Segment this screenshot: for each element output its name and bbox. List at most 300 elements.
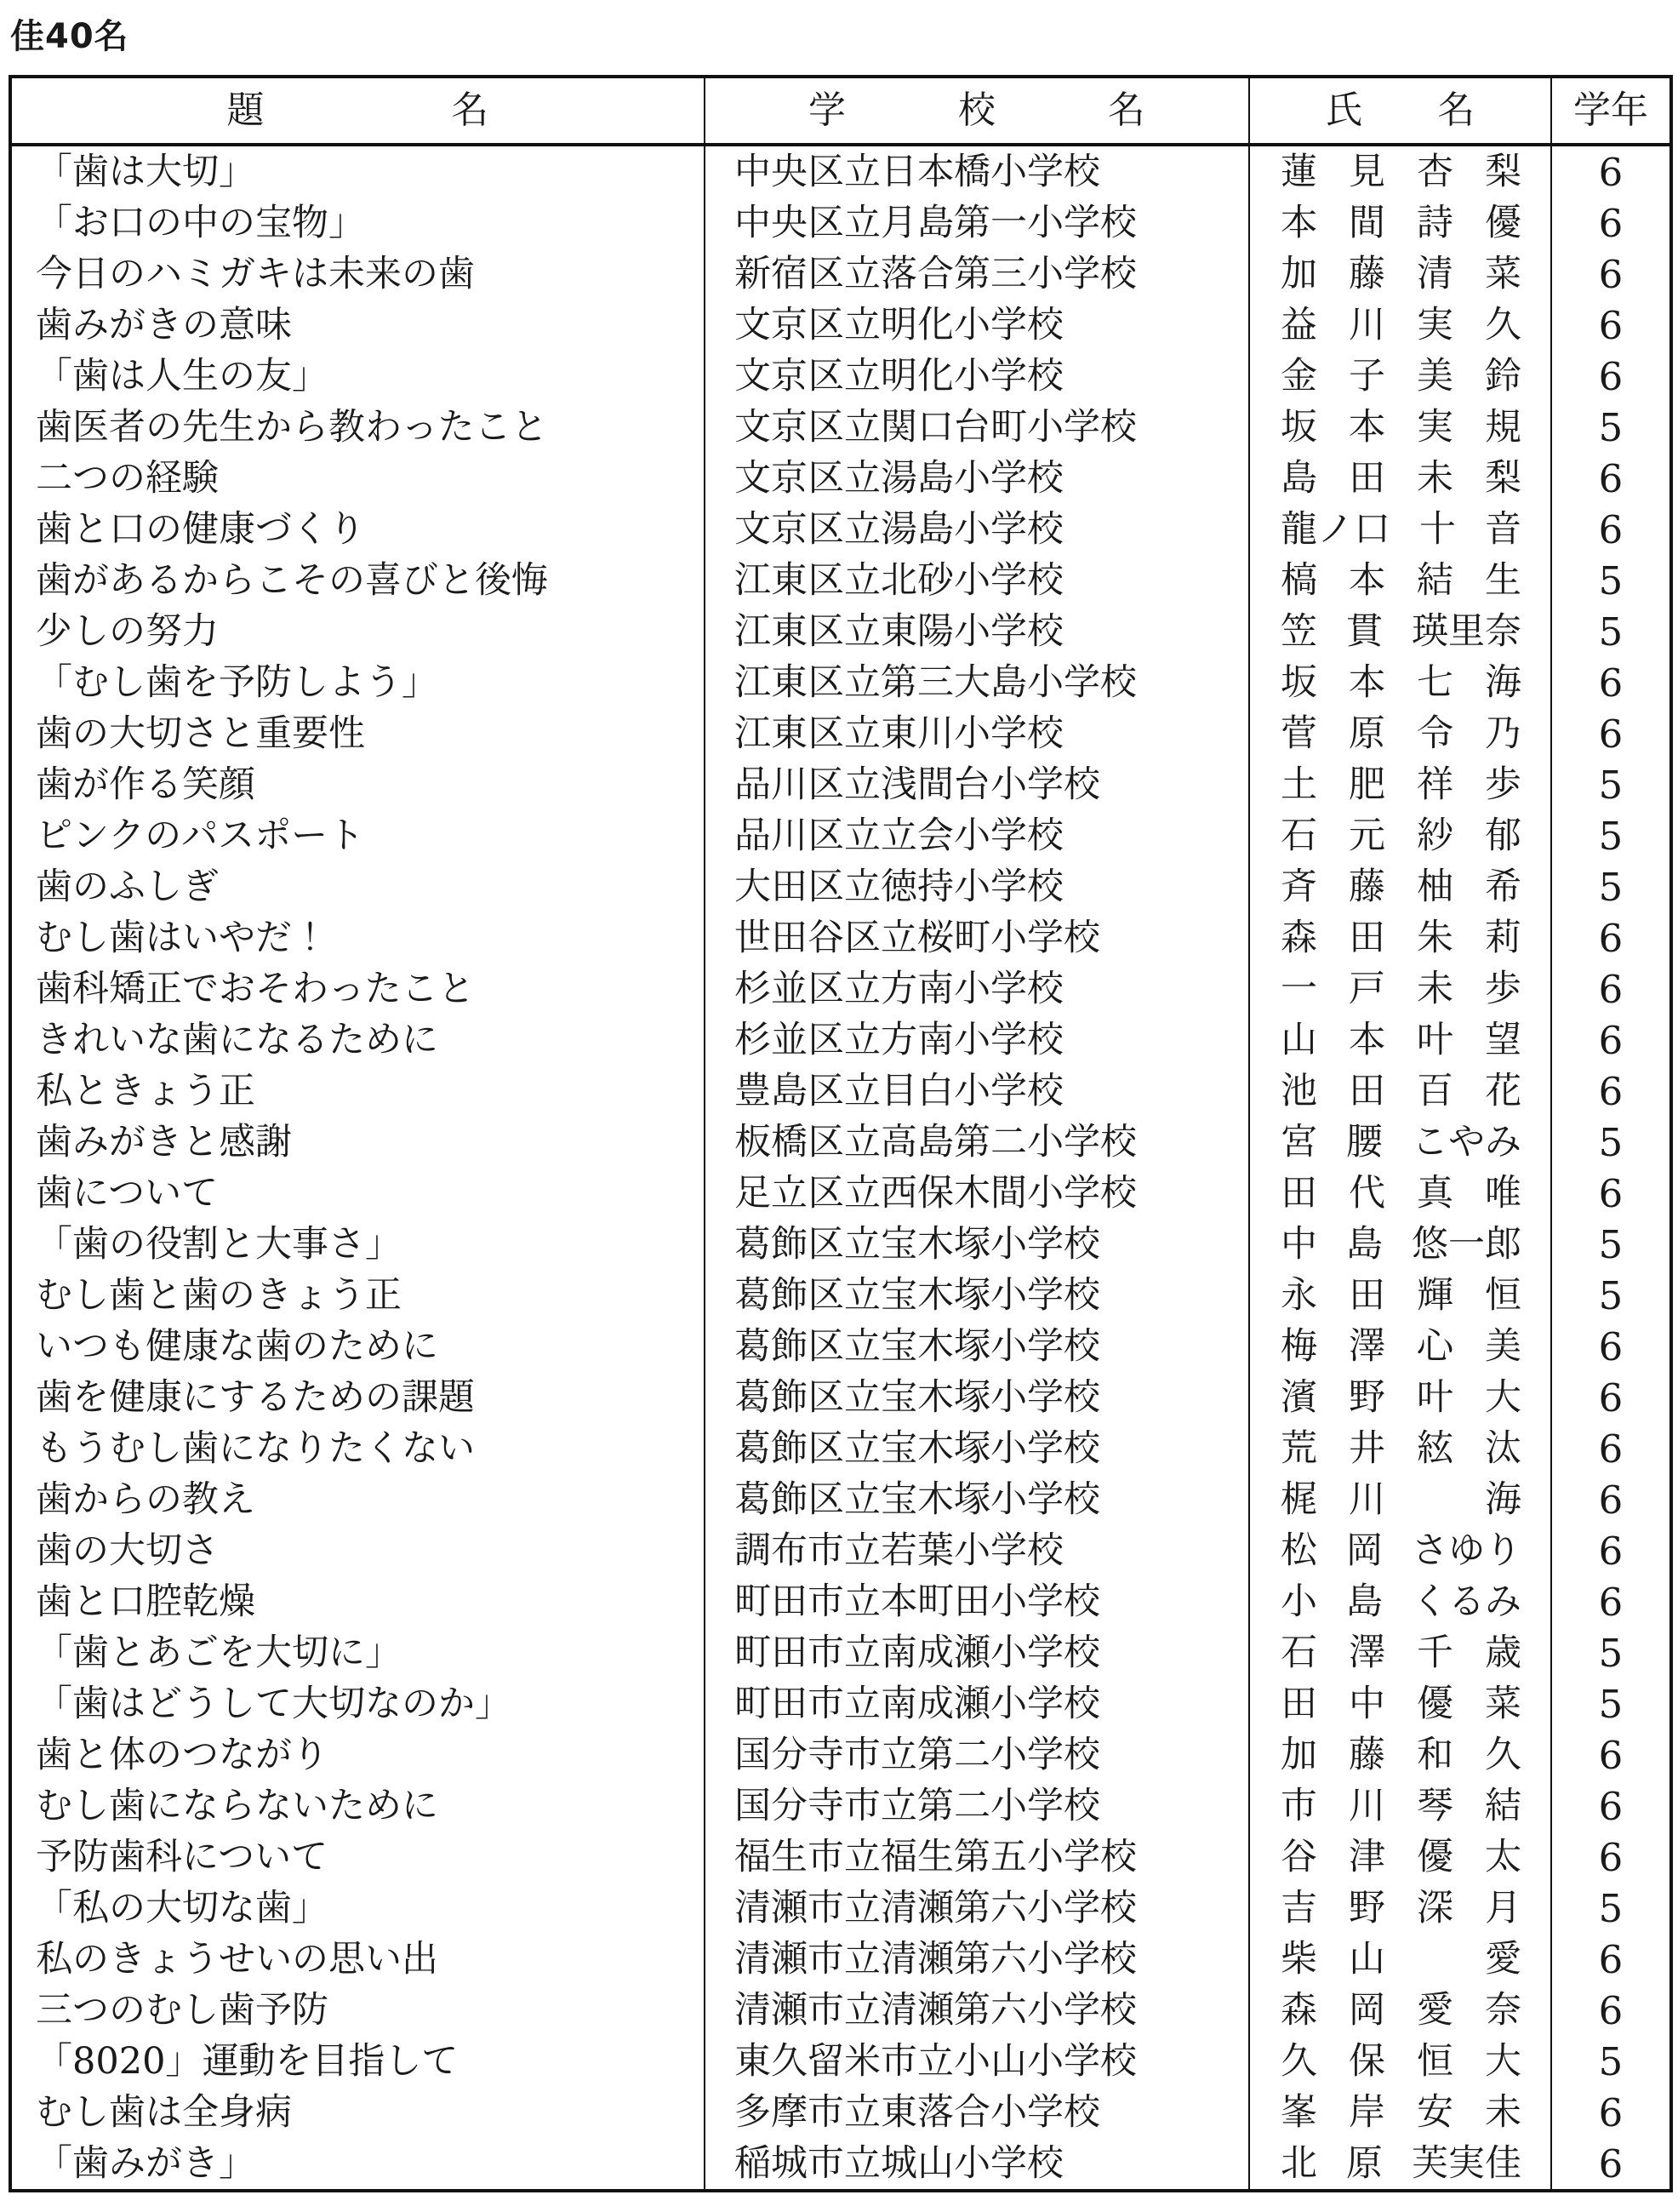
name-part: 大 bbox=[1485, 1375, 1521, 1419]
name-part: 原 bbox=[1349, 712, 1385, 755]
name-part: 梶 bbox=[1281, 1478, 1317, 1521]
name-wrap bbox=[1250, 2039, 1550, 2083]
name-wrap bbox=[1250, 1426, 1550, 1470]
school-cell: 東久留米市立小山小学校 bbox=[705, 2036, 1249, 2087]
table-row bbox=[10, 1576, 1671, 1627]
title-cell: 「むし歯を予防しよう」 bbox=[10, 657, 705, 708]
name-part: 久 bbox=[1485, 1733, 1521, 1776]
name-cell bbox=[1249, 759, 1551, 810]
name-part: 梨 bbox=[1485, 456, 1521, 500]
table-row bbox=[10, 1474, 1671, 1525]
name-part: 絃 bbox=[1417, 1426, 1453, 1470]
name-part: 本 bbox=[1349, 558, 1385, 602]
title-cell: 「8020」運動を目指して bbox=[10, 2036, 705, 2087]
school-cell: 江東区立東川小学校 bbox=[705, 708, 1249, 759]
table-row bbox=[10, 1985, 1671, 2036]
table-row bbox=[10, 453, 1671, 504]
title-cell: ピンクのパスポート bbox=[10, 810, 705, 861]
name-cell bbox=[1249, 1015, 1551, 1066]
table-row bbox=[10, 810, 1671, 861]
grade-cell: 6 bbox=[1551, 708, 1671, 759]
grade-cell: 5 bbox=[1551, 1270, 1671, 1321]
grade-cell: 6 bbox=[1551, 1168, 1671, 1219]
name-part: 岡 bbox=[1346, 1529, 1383, 1572]
name-part: 音 bbox=[1485, 507, 1521, 551]
name-wrap bbox=[1250, 558, 1550, 602]
name-part: 加 bbox=[1281, 252, 1317, 295]
name-wrap bbox=[1250, 1375, 1550, 1419]
name-part: 優 bbox=[1485, 201, 1521, 244]
name-wrap bbox=[1250, 609, 1550, 653]
school-cell: 葛飾区立宝木塚小学校 bbox=[705, 1270, 1249, 1321]
name-part: 令 bbox=[1417, 712, 1453, 755]
name-part: 戸 bbox=[1349, 967, 1385, 1010]
name-part: 中 bbox=[1281, 1222, 1317, 1266]
name-wrap bbox=[1250, 354, 1550, 397]
name-cell bbox=[1249, 1934, 1551, 1985]
title-cell: 二つの経験 bbox=[10, 453, 705, 504]
name-part: 汰 bbox=[1485, 1426, 1521, 1470]
name-part: くるみ bbox=[1412, 1580, 1521, 1623]
name-cell bbox=[1249, 606, 1551, 657]
title-cell: むし歯にならないために bbox=[10, 1780, 705, 1832]
name-part: 郁 bbox=[1485, 814, 1521, 857]
name-part: 島 bbox=[1346, 1580, 1383, 1623]
grade-cell: 6 bbox=[1551, 2138, 1671, 2191]
name-part: 保 bbox=[1349, 2039, 1385, 2083]
grade-cell: 6 bbox=[1551, 1066, 1671, 1117]
table-row bbox=[10, 1372, 1671, 1423]
name-part: 歩 bbox=[1485, 763, 1521, 806]
name-wrap bbox=[1250, 2141, 1550, 2185]
col-header-school: 学 校 名 bbox=[705, 77, 1249, 145]
name-wrap bbox=[1250, 1631, 1550, 1674]
table-row bbox=[10, 1883, 1671, 1934]
name-part: 島 bbox=[1346, 1222, 1383, 1266]
name-wrap bbox=[1250, 1835, 1550, 1878]
school-cell: 葛飾区立宝木塚小学校 bbox=[705, 1423, 1249, 1474]
name-part: 恒 bbox=[1417, 2039, 1453, 2083]
title-cell: 「歯の役割と大事さ」 bbox=[10, 1219, 705, 1270]
title-cell: 予防歯科について bbox=[10, 1832, 705, 1883]
name-wrap bbox=[1250, 1478, 1550, 1521]
school-cell: 町田市立南成瀬小学校 bbox=[705, 1678, 1249, 1729]
name-cell bbox=[1249, 145, 1551, 197]
table-row bbox=[10, 197, 1671, 249]
name-cell bbox=[1249, 1883, 1551, 1934]
name-part: 太 bbox=[1485, 1835, 1521, 1878]
grade-cell: 6 bbox=[1551, 351, 1671, 402]
title-cell: 歯について bbox=[10, 1168, 705, 1219]
name-wrap bbox=[1250, 1886, 1550, 1929]
name-part: 森 bbox=[1281, 1988, 1317, 2032]
name-cell bbox=[1249, 912, 1551, 963]
name-wrap bbox=[1250, 507, 1550, 551]
name-part: 未 bbox=[1417, 456, 1453, 500]
name-wrap bbox=[1250, 1529, 1550, 1572]
title-cell: 歯科矯正でおそわったこと bbox=[10, 963, 705, 1015]
school-cell: 葛飾区立宝木塚小学校 bbox=[705, 1321, 1249, 1372]
name-wrap bbox=[1250, 2090, 1550, 2134]
title-cell: 歯と口の健康づくり bbox=[10, 504, 705, 555]
name-wrap bbox=[1250, 303, 1550, 346]
name-cell bbox=[1249, 1985, 1551, 2036]
name-part: 川 bbox=[1349, 303, 1385, 346]
grade-cell: 5 bbox=[1551, 759, 1671, 810]
name-part: 龍ノ口 bbox=[1281, 507, 1390, 551]
table-row bbox=[10, 249, 1671, 300]
name-wrap bbox=[1250, 660, 1550, 704]
table-row bbox=[10, 912, 1671, 963]
school-cell: 中央区立日本橋小学校 bbox=[705, 145, 1249, 197]
title-cell: きれいな歯になるために bbox=[10, 1015, 705, 1066]
school-cell: 文京区立関口台町小学校 bbox=[705, 402, 1249, 453]
title-cell: 「歯は人生の友」 bbox=[10, 351, 705, 402]
name-cell bbox=[1249, 657, 1551, 708]
header-row bbox=[10, 77, 1671, 145]
name-cell bbox=[1249, 1270, 1551, 1321]
name-cell bbox=[1249, 810, 1551, 861]
name-part: 生 bbox=[1485, 558, 1521, 602]
name-wrap bbox=[1250, 201, 1550, 244]
name-part: 叶 bbox=[1417, 1375, 1453, 1419]
name-part: 田 bbox=[1349, 456, 1385, 500]
results-table bbox=[9, 75, 1673, 2192]
table-row bbox=[10, 1219, 1671, 1270]
grade-cell: 5 bbox=[1551, 1883, 1671, 1934]
name-part: 瑛里奈 bbox=[1412, 609, 1521, 653]
name-cell bbox=[1249, 2138, 1551, 2191]
name-part: 坂 bbox=[1281, 405, 1317, 449]
title-cell: 歯があるからこその喜びと後悔 bbox=[10, 555, 705, 606]
table-row bbox=[10, 1270, 1671, 1321]
table-row bbox=[10, 963, 1671, 1015]
name-wrap bbox=[1250, 1069, 1550, 1112]
name-part: 莉 bbox=[1485, 916, 1521, 959]
school-cell: 豊島区立目白小学校 bbox=[705, 1066, 1249, 1117]
title-cell: 「歯は大切」 bbox=[10, 145, 705, 197]
name-part: 美 bbox=[1417, 354, 1453, 397]
name-part: 石 bbox=[1281, 1631, 1317, 1674]
name-cell bbox=[1249, 1321, 1551, 1372]
table-row bbox=[10, 1678, 1671, 1729]
name-part: 結 bbox=[1485, 1784, 1521, 1827]
name-cell bbox=[1249, 1627, 1551, 1678]
school-cell: 町田市立本町田小学校 bbox=[705, 1576, 1249, 1627]
school-cell: 葛飾区立宝木塚小学校 bbox=[705, 1372, 1249, 1423]
name-part: 詩 bbox=[1417, 201, 1453, 244]
name-part: 笠 bbox=[1281, 609, 1317, 653]
title-cell: 歯が作る笑顔 bbox=[10, 759, 705, 810]
table-row bbox=[10, 2036, 1671, 2087]
school-cell: 清瀬市立清瀬第六小学校 bbox=[705, 1985, 1249, 2036]
name-part: 久 bbox=[1281, 2039, 1317, 2083]
name-part: 貫 bbox=[1346, 609, 1383, 653]
name-part: 田 bbox=[1281, 1171, 1317, 1215]
title-cell: 「お口の中の宝物」 bbox=[10, 197, 705, 249]
name-part: 清 bbox=[1417, 252, 1453, 295]
school-cell: 文京区立明化小学校 bbox=[705, 300, 1249, 351]
grade-cell: 6 bbox=[1551, 1015, 1671, 1066]
title-cell: 歯みがきの意味 bbox=[10, 300, 705, 351]
grade-cell: 6 bbox=[1551, 453, 1671, 504]
title-cell: 私のきょうせいの思い出 bbox=[10, 1934, 705, 1985]
school-cell: 清瀬市立清瀬第六小学校 bbox=[705, 1934, 1249, 1985]
title-cell: むし歯は全身病 bbox=[10, 2087, 705, 2138]
name-part: 恒 bbox=[1485, 1273, 1521, 1317]
name-part bbox=[1417, 1482, 1453, 1518]
name-part: 柚 bbox=[1417, 865, 1453, 908]
name-part: 本 bbox=[1349, 1018, 1385, 1061]
name-part: 永 bbox=[1281, 1273, 1317, 1317]
name-part: 深 bbox=[1417, 1886, 1453, 1929]
table-row bbox=[10, 759, 1671, 810]
table-row bbox=[10, 1627, 1671, 1678]
name-part: 望 bbox=[1485, 1018, 1521, 1061]
name-wrap bbox=[1250, 967, 1550, 1010]
name-part: 藤 bbox=[1349, 865, 1385, 908]
name-part: 松 bbox=[1281, 1529, 1317, 1572]
table-body bbox=[10, 145, 1671, 2191]
name-cell bbox=[1249, 504, 1551, 555]
title-cell: 今日のハミガキは未来の歯 bbox=[10, 249, 705, 300]
name-part: 代 bbox=[1349, 1171, 1385, 1215]
title-cell: 三つのむし歯予防 bbox=[10, 1985, 705, 2036]
name-cell bbox=[1249, 1832, 1551, 1883]
table-row bbox=[10, 708, 1671, 759]
grade-cell: 6 bbox=[1551, 504, 1671, 555]
name-wrap bbox=[1250, 456, 1550, 500]
name-cell bbox=[1249, 402, 1551, 453]
title-cell: 「歯とあごを大切に」 bbox=[10, 1627, 705, 1678]
table-row bbox=[10, 1525, 1671, 1576]
title-cell: 歯と口腔乾燥 bbox=[10, 1576, 705, 1627]
name-part: 斉 bbox=[1281, 865, 1317, 908]
name-part: 月 bbox=[1485, 1886, 1521, 1929]
grade-cell: 5 bbox=[1551, 606, 1671, 657]
name-part: 吉 bbox=[1281, 1886, 1317, 1929]
grade-cell: 6 bbox=[1551, 1780, 1671, 1832]
name-part: 池 bbox=[1281, 1069, 1317, 1112]
name-part: さゆり bbox=[1412, 1529, 1521, 1572]
name-part: 十 bbox=[1419, 507, 1456, 551]
name-part: 本 bbox=[1349, 660, 1385, 704]
name-wrap bbox=[1250, 405, 1550, 449]
name-part: 海 bbox=[1485, 660, 1521, 704]
name-wrap bbox=[1250, 1018, 1550, 1061]
name-cell bbox=[1249, 1474, 1551, 1525]
table-row bbox=[10, 1729, 1671, 1780]
name-part: 濱 bbox=[1281, 1375, 1317, 1419]
grade-cell: 6 bbox=[1551, 657, 1671, 708]
grade-cell: 6 bbox=[1551, 1576, 1671, 1627]
col-header-title: 題 名 bbox=[10, 77, 705, 145]
name-part: 田 bbox=[1349, 1273, 1385, 1317]
grade-cell: 6 bbox=[1551, 1423, 1671, 1474]
table-row bbox=[10, 555, 1671, 606]
name-part: 野 bbox=[1349, 1375, 1385, 1419]
title-cell: 歯からの教え bbox=[10, 1474, 705, 1525]
title-cell: 「私の大切な歯」 bbox=[10, 1883, 705, 1934]
name-part: 歩 bbox=[1485, 967, 1521, 1010]
name-part: 愛 bbox=[1485, 1937, 1521, 1981]
name-part: 朱 bbox=[1417, 916, 1453, 959]
name-part: 祥 bbox=[1417, 763, 1453, 806]
name-part: 澤 bbox=[1349, 1324, 1385, 1368]
name-part: 荒 bbox=[1281, 1426, 1317, 1470]
table-row bbox=[10, 300, 1671, 351]
name-wrap bbox=[1250, 763, 1550, 806]
school-cell: 調布市立若葉小学校 bbox=[705, 1525, 1249, 1576]
name-part: 田 bbox=[1349, 916, 1385, 959]
name-part: 希 bbox=[1485, 865, 1521, 908]
title-cell: 歯と体のつながり bbox=[10, 1729, 705, 1780]
school-cell: 板橋区立高島第二小学校 bbox=[705, 1117, 1249, 1168]
table-row bbox=[10, 504, 1671, 555]
name-part: 優 bbox=[1417, 1682, 1453, 1725]
title-cell: 歯を健康にするための課題 bbox=[10, 1372, 705, 1423]
name-part: 田 bbox=[1281, 1682, 1317, 1725]
name-cell bbox=[1249, 1678, 1551, 1729]
name-wrap bbox=[1250, 1273, 1550, 1317]
name-part: 輝 bbox=[1417, 1273, 1453, 1317]
name-part: 石 bbox=[1281, 814, 1317, 857]
grade-cell: 6 bbox=[1551, 1934, 1671, 1985]
name-part: 田 bbox=[1349, 1069, 1385, 1112]
school-cell: 文京区立湯島小学校 bbox=[705, 453, 1249, 504]
name-cell bbox=[1249, 708, 1551, 759]
name-wrap bbox=[1250, 865, 1550, 908]
name-part: 芙実佳 bbox=[1412, 2141, 1521, 2185]
grade-cell: 6 bbox=[1551, 1985, 1671, 2036]
table-row bbox=[10, 861, 1671, 912]
name-part: 百 bbox=[1417, 1069, 1453, 1112]
name-part: 愛 bbox=[1417, 1988, 1453, 2032]
name-cell bbox=[1249, 300, 1551, 351]
name-part: 和 bbox=[1417, 1733, 1453, 1776]
school-cell: 清瀬市立清瀬第六小学校 bbox=[705, 1883, 1249, 1934]
name-part: 腰 bbox=[1346, 1120, 1383, 1163]
name-cell bbox=[1249, 1525, 1551, 1576]
name-part: 結 bbox=[1417, 558, 1453, 602]
school-cell: 江東区立第三大島小学校 bbox=[705, 657, 1249, 708]
school-cell: 品川区立浅間台小学校 bbox=[705, 759, 1249, 810]
school-cell: 福生市立福生第五小学校 bbox=[705, 1832, 1249, 1883]
name-wrap bbox=[1250, 1988, 1550, 2032]
school-cell: 杉並区立方南小学校 bbox=[705, 1015, 1249, 1066]
name-part: 金 bbox=[1281, 354, 1317, 397]
name-cell bbox=[1249, 249, 1551, 300]
name-cell bbox=[1249, 861, 1551, 912]
name-part: 藤 bbox=[1349, 1733, 1385, 1776]
name-wrap bbox=[1250, 1324, 1550, 1368]
name-part: 市 bbox=[1281, 1784, 1317, 1827]
grade-cell: 6 bbox=[1551, 2087, 1671, 2138]
col-header-name: 氏 名 bbox=[1249, 77, 1551, 145]
name-part: 岸 bbox=[1349, 2090, 1385, 2134]
name-part: 川 bbox=[1349, 1478, 1385, 1521]
name-wrap bbox=[1250, 1222, 1550, 1266]
name-part: 山 bbox=[1281, 1018, 1317, 1061]
page-title: 佳40名 bbox=[10, 17, 129, 56]
title-cell: 歯のふしぎ bbox=[10, 861, 705, 912]
name-part: 加 bbox=[1281, 1733, 1317, 1776]
name-cell bbox=[1249, 1729, 1551, 1780]
name-wrap bbox=[1250, 1580, 1550, 1623]
school-cell: 杉並区立方南小学校 bbox=[705, 963, 1249, 1015]
name-cell bbox=[1249, 1372, 1551, 1423]
name-part: 中 bbox=[1349, 1682, 1385, 1725]
school-cell: 足立区立西保木間小学校 bbox=[705, 1168, 1249, 1219]
name-part: 井 bbox=[1349, 1426, 1385, 1470]
name-part: 悠一郎 bbox=[1412, 1222, 1521, 1266]
name-part: 間 bbox=[1349, 201, 1385, 244]
name-cell bbox=[1249, 453, 1551, 504]
school-cell: 大田区立徳持小学校 bbox=[705, 861, 1249, 912]
grade-cell: 5 bbox=[1551, 861, 1671, 912]
school-cell: 葛飾区立宝木塚小学校 bbox=[705, 1219, 1249, 1270]
name-part: 梨 bbox=[1485, 150, 1521, 193]
grade-cell: 6 bbox=[1551, 1832, 1671, 1883]
title-cell: もうむし歯になりたくない bbox=[10, 1423, 705, 1474]
name-part: 海 bbox=[1485, 1478, 1521, 1521]
name-cell bbox=[1249, 1423, 1551, 1474]
name-part: 大 bbox=[1485, 2039, 1521, 2083]
name-wrap bbox=[1250, 916, 1550, 959]
name-cell bbox=[1249, 1576, 1551, 1627]
name-cell bbox=[1249, 555, 1551, 606]
name-part: 宮 bbox=[1281, 1120, 1317, 1163]
table-row bbox=[10, 1780, 1671, 1832]
name-part: 実 bbox=[1417, 303, 1453, 346]
grade-cell: 6 bbox=[1551, 145, 1671, 197]
name-part: 谷 bbox=[1281, 1835, 1317, 1878]
name-cell bbox=[1249, 1117, 1551, 1168]
name-part: 乃 bbox=[1485, 712, 1521, 755]
name-cell bbox=[1249, 963, 1551, 1015]
name-part: 峯 bbox=[1281, 2090, 1317, 2134]
school-cell: 町田市立南成瀬小学校 bbox=[705, 1627, 1249, 1678]
school-cell: 江東区立東陽小学校 bbox=[705, 606, 1249, 657]
school-cell: 国分寺市立第二小学校 bbox=[705, 1729, 1249, 1780]
school-cell: 江東区立北砂小学校 bbox=[705, 555, 1249, 606]
grade-cell: 5 bbox=[1551, 1627, 1671, 1678]
name-part: 槁 bbox=[1281, 558, 1317, 602]
table-row bbox=[10, 606, 1671, 657]
grade-cell: 6 bbox=[1551, 963, 1671, 1015]
name-part: 菜 bbox=[1485, 252, 1521, 295]
name-part: 柴 bbox=[1281, 1937, 1317, 1981]
name-part: 久 bbox=[1485, 303, 1521, 346]
school-cell: 国分寺市立第二小学校 bbox=[705, 1780, 1249, 1832]
name-part: 野 bbox=[1349, 1886, 1385, 1929]
name-cell bbox=[1249, 197, 1551, 249]
grade-cell: 6 bbox=[1551, 1321, 1671, 1372]
table-row bbox=[10, 1321, 1671, 1372]
table-row bbox=[10, 1832, 1671, 1883]
grade-cell: 5 bbox=[1551, 810, 1671, 861]
grade-cell: 5 bbox=[1551, 1678, 1671, 1729]
name-part: 川 bbox=[1349, 1784, 1385, 1827]
title-cell: 歯の大切さ bbox=[10, 1525, 705, 1576]
name-part: 一 bbox=[1281, 967, 1317, 1010]
table-row bbox=[10, 1423, 1671, 1474]
school-cell: 新宿区立落合第三小学校 bbox=[705, 249, 1249, 300]
name-part: 未 bbox=[1485, 2090, 1521, 2134]
name-wrap bbox=[1250, 1171, 1550, 1215]
name-part: 琴 bbox=[1417, 1784, 1453, 1827]
table-row bbox=[10, 2138, 1671, 2191]
